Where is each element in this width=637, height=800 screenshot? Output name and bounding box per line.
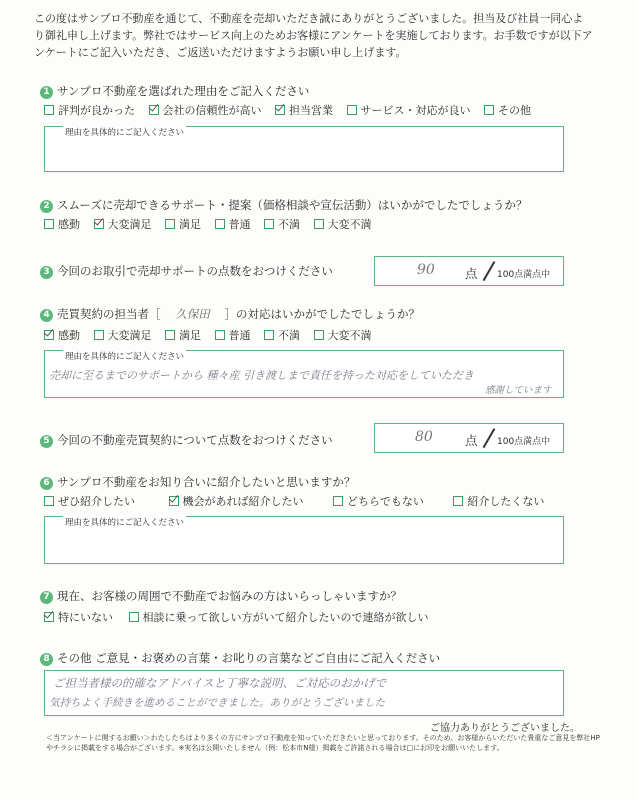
q4-option-1-label: 感動 [58,329,80,342]
q5-number: 5 [40,435,53,448]
q2-number: 2 [40,200,53,213]
q5-score-box[interactable] [374,423,564,453]
q2-checkbox-6[interactable] [314,219,324,229]
q3-title [40,263,333,279]
q6-number: 6 [40,477,53,490]
q7-option-2[interactable] [129,609,429,625]
q4-option-3[interactable] [165,327,201,343]
q4-reason-line-2: 感謝しています [485,385,552,396]
q2-option-1[interactable] [44,216,80,232]
q3-title-text: 今回のお取引で売却サポートの点数をおつけください [57,264,333,278]
q2-title [40,197,527,213]
q4-option-2[interactable] [94,327,152,343]
q2-checkbox-4[interactable] [215,219,225,229]
q2-checkbox-1[interactable] [44,219,54,229]
q7-option-1-label: 特にいない [58,611,113,624]
q6-option-1-label: ぜひ紹介したい [58,495,135,508]
q1-option-2[interactable] [149,102,262,118]
q1-option-1[interactable] [44,102,135,118]
q6-option-2-label: 機会があれば紹介したい [182,495,304,508]
q2-option-2-label: 大変満足 [107,218,152,231]
q8-title [40,650,440,666]
q4-reason-line-1: 売却に至るまでのサポートから 種々産 引き渡しまで責任を持った対応をしていただき [49,369,474,382]
q4-title-pre: 売買契約の担当者［ [57,307,161,321]
q7-title [40,588,402,604]
q4-reason-label: 理由を具体的にご記入ください [65,352,185,362]
q4-checkbox-3[interactable] [165,330,175,340]
q7-option-1[interactable] [44,609,113,625]
q5-score-max: 100点満点中 [497,437,551,447]
q6-title [40,474,355,490]
q2-option-4-label: 普通 [228,218,251,231]
q1-option-1-label: 評判が良かった [58,104,135,117]
q3-score-box[interactable] [374,256,564,286]
q3-number: 3 [40,266,53,279]
q2-option-6[interactable] [314,216,372,232]
q4-option-6[interactable] [314,327,372,343]
q4-option-4[interactable] [215,327,251,343]
q1-option-5[interactable] [484,102,531,118]
q8-comment-box[interactable] [44,670,564,716]
q1-reason-label: 理由を具体的にご記入ください [65,128,185,138]
q7-title-text: 現在、お客様の周囲で不動産でお悩みの方はいらっしゃいますか？ [57,589,402,603]
q1-title [40,83,309,99]
q2-option-5-label: 不満 [278,218,300,231]
q4-option-5-label: 不満 [278,329,300,342]
q4-options [44,327,382,343]
intro-text: この度はサンプロ不動産を通じて、不動産を売却いただき誠にありがとうございました。担当及び社員一同心より御礼申し上げます。弊社ではサービス向上のためお客様にアンケートを実施しております。お手数ですが以下アンケートにご記入いただき、ご返送いただけますようお願い申し上げます。 [34,12,593,59]
q4-option-6-label: 大変不満 [327,329,372,342]
q7-checkbox-2[interactable] [129,612,139,622]
q3-score-max: 100点満点中 [497,270,551,280]
q2-title-text: スムーズに売却できるサポート・提案（価格相談や宣伝活動）はいかがでしたでしょうか？ [57,198,528,212]
q8-comment-line-1: ご担当者様の的確なアドバイスと丁寧な説明、ご対応のおかげで [53,676,387,690]
q6-options [44,493,554,509]
q3-score-unit: 点 [465,266,478,281]
footer-notice: ＜当アンケートに関するお願い＞わたしたちはより多くの方にサンプロ不動産を知っていただきたいと思っております。そのため、お客様からいただいた貴重なご意見を弊社HPやチラシに掲載をする場合がございます。※実名は公開いたしません（例：松本市N様）掲載をご許諾される場合は□にお印をお願いいたします。 [46,734,600,752]
q7-option-2-label: 相談に乗って欲しい方がいて紹介したいので連絡が欲しい [142,611,429,624]
q1-reason-box[interactable] [44,126,564,172]
q1-checkbox-4[interactable] [347,105,357,115]
thanks-text: ご協力ありがとうございました。 [430,723,580,734]
q5-score-value: 80 [415,429,433,445]
q5-title [40,432,333,448]
q4-checkbox-4[interactable] [215,330,225,340]
q3-score-slash [483,261,495,281]
q8-comment-line-2: 気持ちよく手続きを進めることができました。ありがとうございました [49,697,385,709]
q1-checkbox-2[interactable] [149,105,159,115]
q4-option-1[interactable] [44,327,80,343]
q1-option-5-label: その他 [498,104,531,117]
q1-number: 1 [40,86,53,99]
q6-option-3-label: どちらでもない [347,495,424,508]
q1-option-2-label: 会社の信頼性が高い [162,104,262,117]
q6-checkbox-4[interactable] [453,496,463,506]
q4-title [40,306,420,322]
q5-score-unit: 点 [465,433,478,448]
q5-title-text: 今回の不動産売買契約について点数をおつけください [57,433,333,447]
q1-option-3[interactable] [275,102,333,118]
q2-option-3[interactable] [165,216,201,232]
q2-option-4[interactable] [215,216,251,232]
q1-options [44,102,541,118]
q1-checkbox-1[interactable] [44,105,54,115]
q1-checkbox-3[interactable] [275,105,285,115]
q1-option-4[interactable] [347,102,471,118]
q1-option-4-label: サービス・対応が良い [360,104,471,117]
q7-checkbox-1[interactable] [44,612,54,622]
q6-reason-label: 理由を具体的にご記入ください [65,518,185,528]
q7-options [44,609,439,625]
q4-checkbox-1[interactable] [44,330,54,340]
q4-option-2-label: 大変満足 [107,329,152,342]
q4-title-post: ］の対応はいかがでしたでしょうか？ [224,307,420,321]
q2-checkbox-3[interactable] [165,219,175,229]
q4-option-3-label: 満足 [179,329,201,342]
q1-checkbox-5[interactable] [484,105,494,115]
q2-checkbox-2[interactable] [94,219,104,229]
q1-option-3-label: 担当営業 [289,104,333,117]
q4-option-5[interactable] [264,327,300,343]
q6-option-2[interactable] [169,493,304,509]
q6-title-text: サンプロ不動産をお知り合いに紹介したいと思いますか？ [57,475,356,489]
q4-checkbox-5[interactable] [264,330,274,340]
q5-score-slash [483,428,495,448]
q3-score-value: 90 [417,262,435,278]
q7-number: 7 [40,591,53,604]
q6-option-4[interactable] [453,493,544,509]
q4-agent-name: 久保田 [175,307,210,321]
q1-title-text: サンプロ不動産を選ばれた理由をご記入ください [57,84,310,98]
q4-checkbox-6[interactable] [314,330,324,340]
q2-option-1-label: 感動 [58,218,80,231]
q2-option-3-label: 満足 [179,218,201,231]
q2-options [44,216,382,232]
q6-checkbox-2[interactable] [169,496,179,506]
q2-option-6-label: 大変不満 [327,218,372,231]
q6-option-1[interactable] [44,493,135,509]
q4-checkbox-2[interactable] [94,330,104,340]
q4-number: 4 [40,309,53,322]
q6-reason-box[interactable] [44,516,564,564]
q2-option-5[interactable] [264,216,300,232]
q2-option-2[interactable] [94,216,152,232]
q8-number: 8 [40,653,53,666]
q6-option-3[interactable] [333,493,424,509]
q6-option-4-label: 紹介したくない [467,495,545,508]
q6-checkbox-3[interactable] [333,496,343,506]
q4-option-4-label: 普通 [228,329,251,342]
q2-checkbox-5[interactable] [264,219,274,229]
q4-reason-box[interactable] [44,350,564,398]
q6-checkbox-1[interactable] [44,496,54,506]
q8-title-text: その他 ご意見・お褒めの言葉・お叱りの言葉などご自由にご記入ください [57,651,441,665]
